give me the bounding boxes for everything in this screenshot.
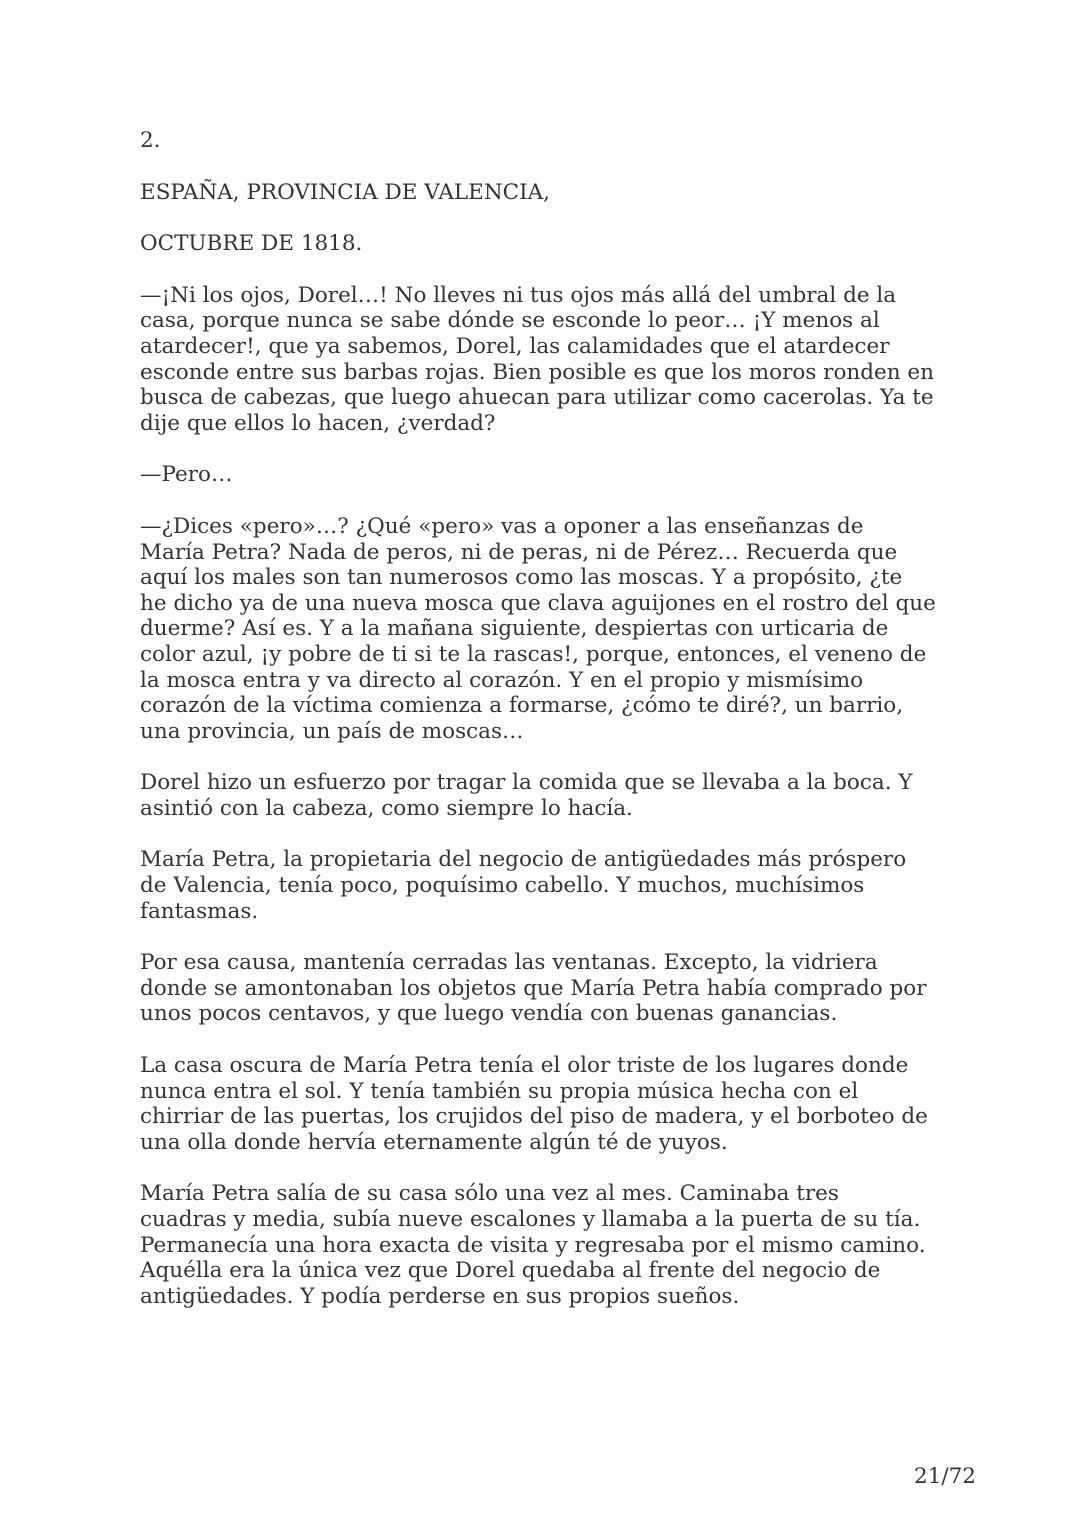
text-line: aquí los males son tan numerosos como las moscas. Y a propósito, ¿te <box>140 565 903 591</box>
paragraph <box>140 462 950 488</box>
text-line: dije que ellos lo hacen, ¿verdad? <box>140 410 496 436</box>
text-line: color azul, ¡y pobre de ti si te la rascas!, porque, entonces, el veneno de <box>140 641 927 667</box>
paragraph <box>140 847 950 924</box>
text-line: he dicho ya de una nueva mosca que clava aguijones en el rostro del que <box>140 590 936 616</box>
text-line: María Petra, la propietaria del negocio de antigüedades más próspero <box>140 847 907 873</box>
text-line: La casa oscura de María Petra tenía el olor triste de los lugares donde <box>140 1053 909 1079</box>
page-body <box>140 128 950 1335</box>
paragraph <box>140 770 950 821</box>
text-line: asintió con la cabeza, como siempre lo hacía. <box>140 795 633 821</box>
text-line: donde se amontonaban los objetos que María Petra había comprado por <box>140 975 927 1001</box>
text-line: atardecer!, que ya sabemos, Dorel, las calamidades que el atardecer <box>140 333 890 359</box>
text-line: una provincia, un país de moscas… <box>140 718 524 744</box>
text-line: —Pero… <box>140 462 233 488</box>
chapter-number: 2. <box>140 128 161 153</box>
text-line: María Petra salía de su casa sólo una vez al mes. Caminaba tres <box>140 1181 839 1207</box>
text-line: la mosca entra y va directo al corazón. Y en el propio y mismísimo <box>140 667 864 693</box>
text-line: una olla donde hervía eternamente algún té de yuyos. <box>140 1129 728 1155</box>
text-line: María Petra? Nada de peros, ni de peras, ni de Pérez… Recuerda que <box>140 539 898 565</box>
paragraph <box>140 1053 950 1155</box>
text-line: chirriar de las puertas, los crujidos del piso de madera, y el borboteo de <box>140 1104 928 1130</box>
text-line: Por esa causa, mantenía cerradas las ventanas. Excepto, la vidriera <box>140 950 878 976</box>
text-line: —¿Dices «pero»…? ¿Qué «pero» vas a oponer a las enseñanzas de <box>140 513 864 539</box>
text-line: Aquélla era la única vez que Dorel quedaba al frente del negocio de <box>140 1258 881 1284</box>
text-line: fantasmas. <box>140 898 259 924</box>
text-line: Dorel hizo un esfuerzo por tragar la comida que se llevaba a la boca. Y <box>140 770 913 796</box>
text-line: esconde entre sus barbas rojas. Bien posible es que los moros ronden en <box>140 359 934 385</box>
text-line: casa, porque nunca se sabe dónde se esconde lo peor… ¡Y menos al <box>140 308 880 334</box>
text-line: antigüedades. Y podía perderse en sus propios sueños. <box>140 1283 740 1309</box>
text-line: cuadras y media, subía nueve escalones y llamaba a la puerta de su tía. <box>140 1207 921 1232</box>
paragraph <box>140 950 950 1027</box>
text-line: Permanecía una hora exacta de visita y regresaba por el mismo camino. <box>140 1232 926 1258</box>
chapter-place: ESPAÑA, PROVINCIA DE VALENCIA, <box>140 179 550 205</box>
paragraphs <box>140 283 950 1310</box>
page-number: 21/72 <box>914 1464 976 1489</box>
text-line: —¡Ni los ojos, Dorel…! No lleves ni tus ojos más allá del umbral de la <box>140 282 897 308</box>
text-line: busca de cabezas, que luego ahuecan para utilizar como cacerolas. Ya te <box>140 385 934 411</box>
text-line: corazón de la víctima comienza a formarse, ¿cómo te diré?, un barrio, <box>140 693 904 719</box>
text-line: unos pocos centavos, y que luego vendía con buenas ganancias. <box>140 1001 838 1027</box>
paragraph <box>140 514 950 744</box>
text-line: nunca entra el sol. Y tenía también su propia música hecha con el <box>140 1078 859 1104</box>
paragraph <box>140 283 950 437</box>
text-line: duerme? Así es. Y a la mañana siguiente, despiertas con urticaria de <box>140 616 889 642</box>
chapter-date: OCTUBRE DE 1818. <box>140 231 363 257</box>
paragraph <box>140 1181 950 1309</box>
text-line: de Valencia, tenía poco, poquísimo cabello. Y muchos, muchísimos <box>140 873 865 899</box>
